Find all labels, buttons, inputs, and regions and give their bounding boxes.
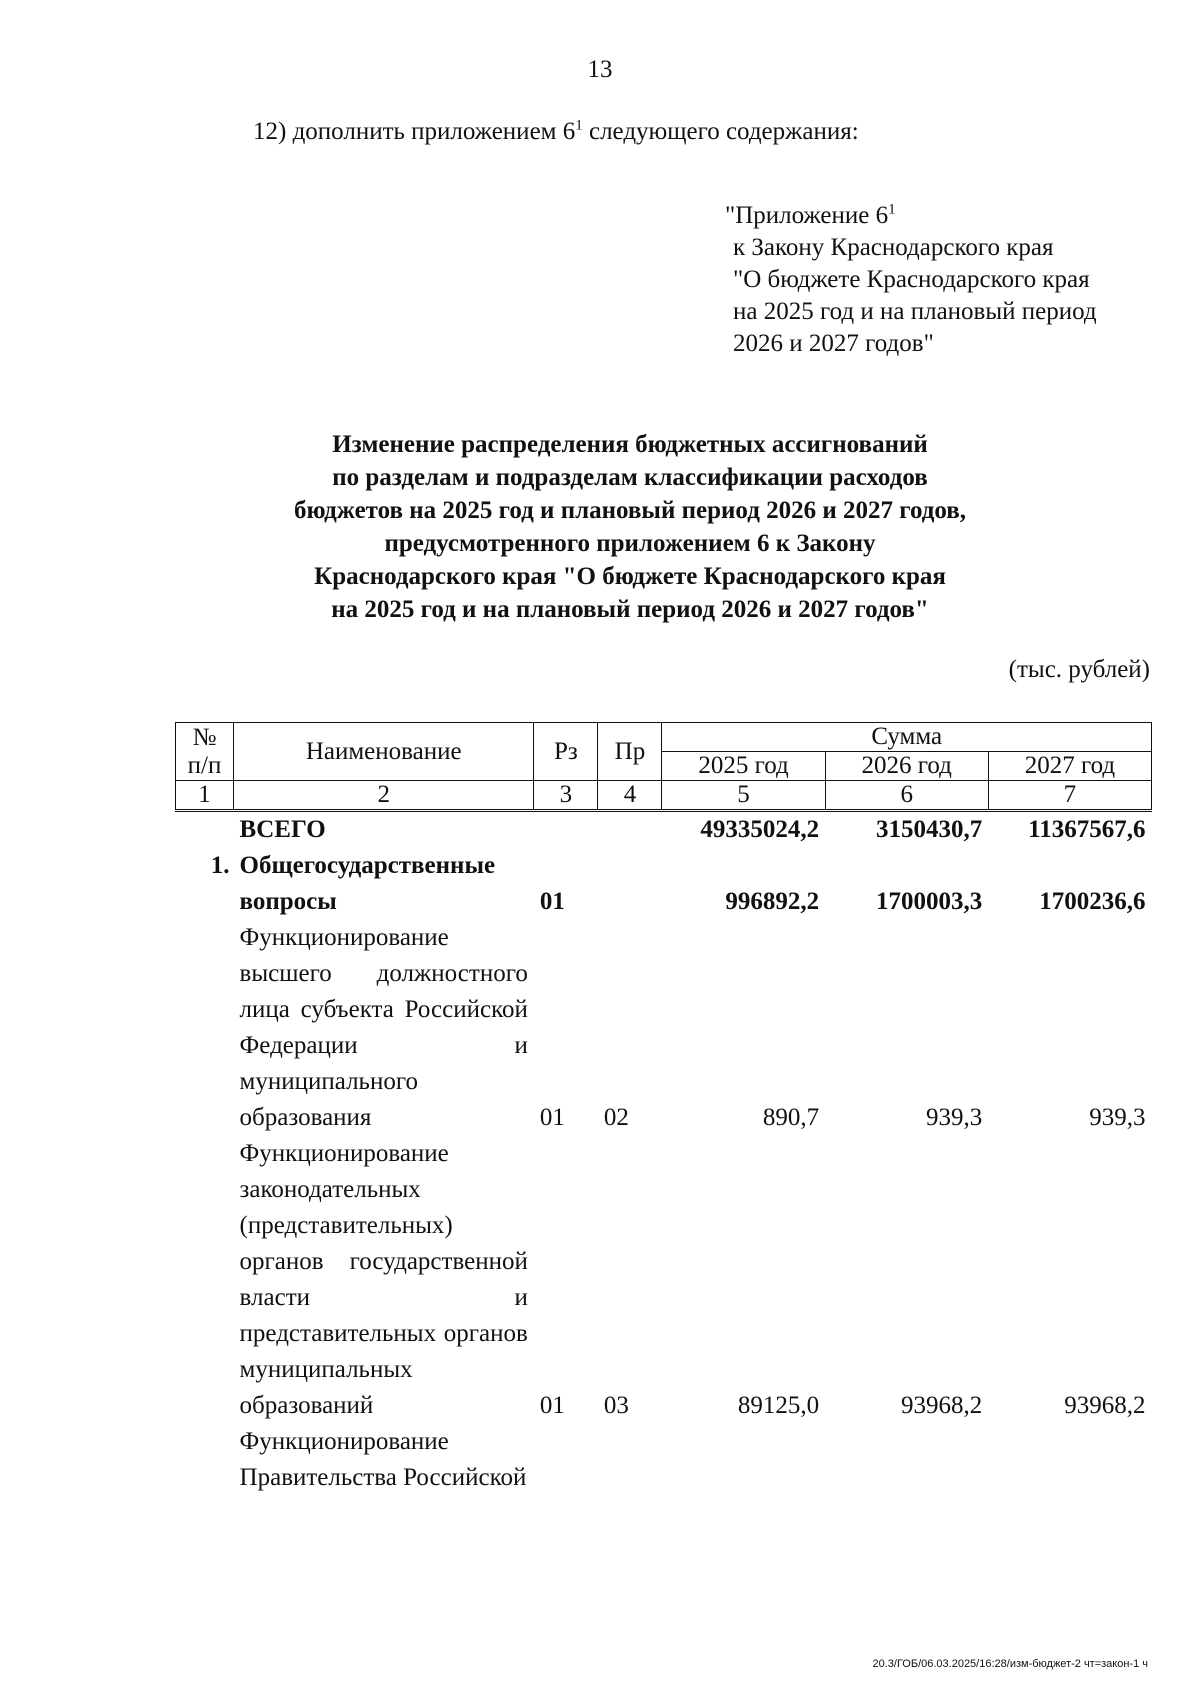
table-header-row — [176, 723, 1152, 752]
index-cell: 2 — [234, 781, 534, 811]
appendix-header — [725, 200, 1097, 360]
row-pr: 02 — [603, 1104, 629, 1131]
header-num-line2: п/п — [187, 751, 222, 779]
header-2026: 2026 год — [825, 752, 988, 781]
row-rz: 01 — [539, 1104, 565, 1131]
row-name: Общегосударственные вопросы — [239, 852, 496, 915]
index-cell: 1 — [176, 781, 234, 811]
title-line-4: предусмотренного приложением 6 к Закону — [384, 530, 876, 557]
intro-text-after: следующего содержания: — [582, 118, 859, 145]
row-2026: 939,3 — [926, 1104, 983, 1131]
header-name: Наименование — [234, 723, 534, 781]
appendix-line-1 — [725, 200, 1097, 232]
index-cell: 6 — [825, 781, 988, 811]
header-2025: 2025 год — [662, 752, 825, 781]
intro-text: 12) дополнить приложением 6 — [253, 118, 576, 145]
title-line-5: Краснодарского края "О бюджете Краснодарского края — [314, 563, 946, 590]
row-num: 1. — [210, 852, 230, 879]
row-num — [176, 811, 234, 849]
table-row-total — [176, 811, 1152, 849]
row-rz — [534, 811, 598, 849]
row-name: Функционирование Правительства Российской — [239, 1428, 527, 1491]
row-name: ВСЕГО — [239, 816, 326, 843]
appendix-line-4: на 2025 год и на плановый период — [733, 298, 1097, 325]
appendix-sup: 1 — [888, 201, 896, 218]
title-line-1: Изменение распределения бюджетных ассигнований — [332, 431, 928, 458]
table-row — [176, 1136, 1152, 1424]
header-rz: Рз — [534, 723, 598, 781]
table-row — [176, 920, 1152, 1136]
row-2026: 1700003,3 — [876, 888, 983, 915]
row-2026: 3150430,7 — [876, 816, 983, 843]
row-name: Функционирование законодательных (представительных) органов государственной власти и представительных органов муниципальных образований — [239, 1140, 528, 1419]
title-line-2: по разделам и подразделам классификации расходов — [332, 464, 928, 491]
row-2027: 11367567,6 — [1028, 816, 1146, 843]
index-cell: 4 — [598, 781, 662, 811]
row-2026: 93968,2 — [901, 1392, 983, 1419]
table-index-row — [176, 781, 1152, 811]
row-name: Функционирование высшего должностного лица субъекта Российской Федерации и муниципального образования — [239, 924, 528, 1131]
row-pr: 03 — [603, 1392, 629, 1419]
page-number: 13 — [587, 56, 613, 83]
index-cell: 3 — [534, 781, 598, 811]
row-2025: 890,7 — [762, 1104, 820, 1131]
row-2027: 1700236,6 — [1039, 888, 1146, 915]
row-2027: 93968,2 — [1064, 1392, 1146, 1419]
header-num-line1: № — [192, 723, 217, 751]
row-2025: 49335024,2 — [700, 816, 820, 843]
header-2027: 2027 год — [988, 752, 1151, 781]
row-pr — [598, 848, 662, 920]
row-rz: 01 — [539, 1392, 565, 1419]
row-2025: 996892,2 — [725, 888, 820, 915]
intro-paragraph — [253, 118, 859, 146]
appendix-title: "Приложение 6 — [725, 202, 889, 229]
document-title — [200, 428, 1060, 626]
footer-stamp: 20.3/ГОБ/06.03.2025/16:28/изм-бюджет-2 чт=закон-1 ч — [872, 1658, 1148, 1670]
intro-sup: 1 — [575, 117, 583, 134]
header-pr: Пр — [598, 723, 662, 781]
title-line-6: на 2025 год и на плановый период 2026 и 2027 годов" — [331, 596, 929, 623]
row-2025: 89125,0 — [737, 1392, 820, 1419]
budget-table — [175, 722, 1152, 1496]
table-row — [176, 1424, 1152, 1496]
table-row-section — [176, 848, 1152, 920]
appendix-line-2: к Закону Краснодарского края — [733, 234, 1054, 261]
row-pr — [598, 811, 662, 849]
appendix-line-3: "О бюджете Краснодарского края — [733, 266, 1090, 293]
title-line-3: бюджетов на 2025 год и плановый период 2026 и 2027 годов, — [293, 497, 967, 524]
index-cell: 7 — [988, 781, 1151, 811]
row-2027: 939,3 — [1089, 1104, 1146, 1131]
row-rz: 01 — [539, 888, 565, 915]
index-cell: 5 — [662, 781, 825, 811]
header-num — [176, 723, 234, 781]
appendix-line-5: 2026 и 2027 годов" — [733, 330, 934, 357]
units-label: (тыс. рублей) — [1008, 656, 1150, 683]
header-sum: Сумма — [662, 723, 1152, 752]
